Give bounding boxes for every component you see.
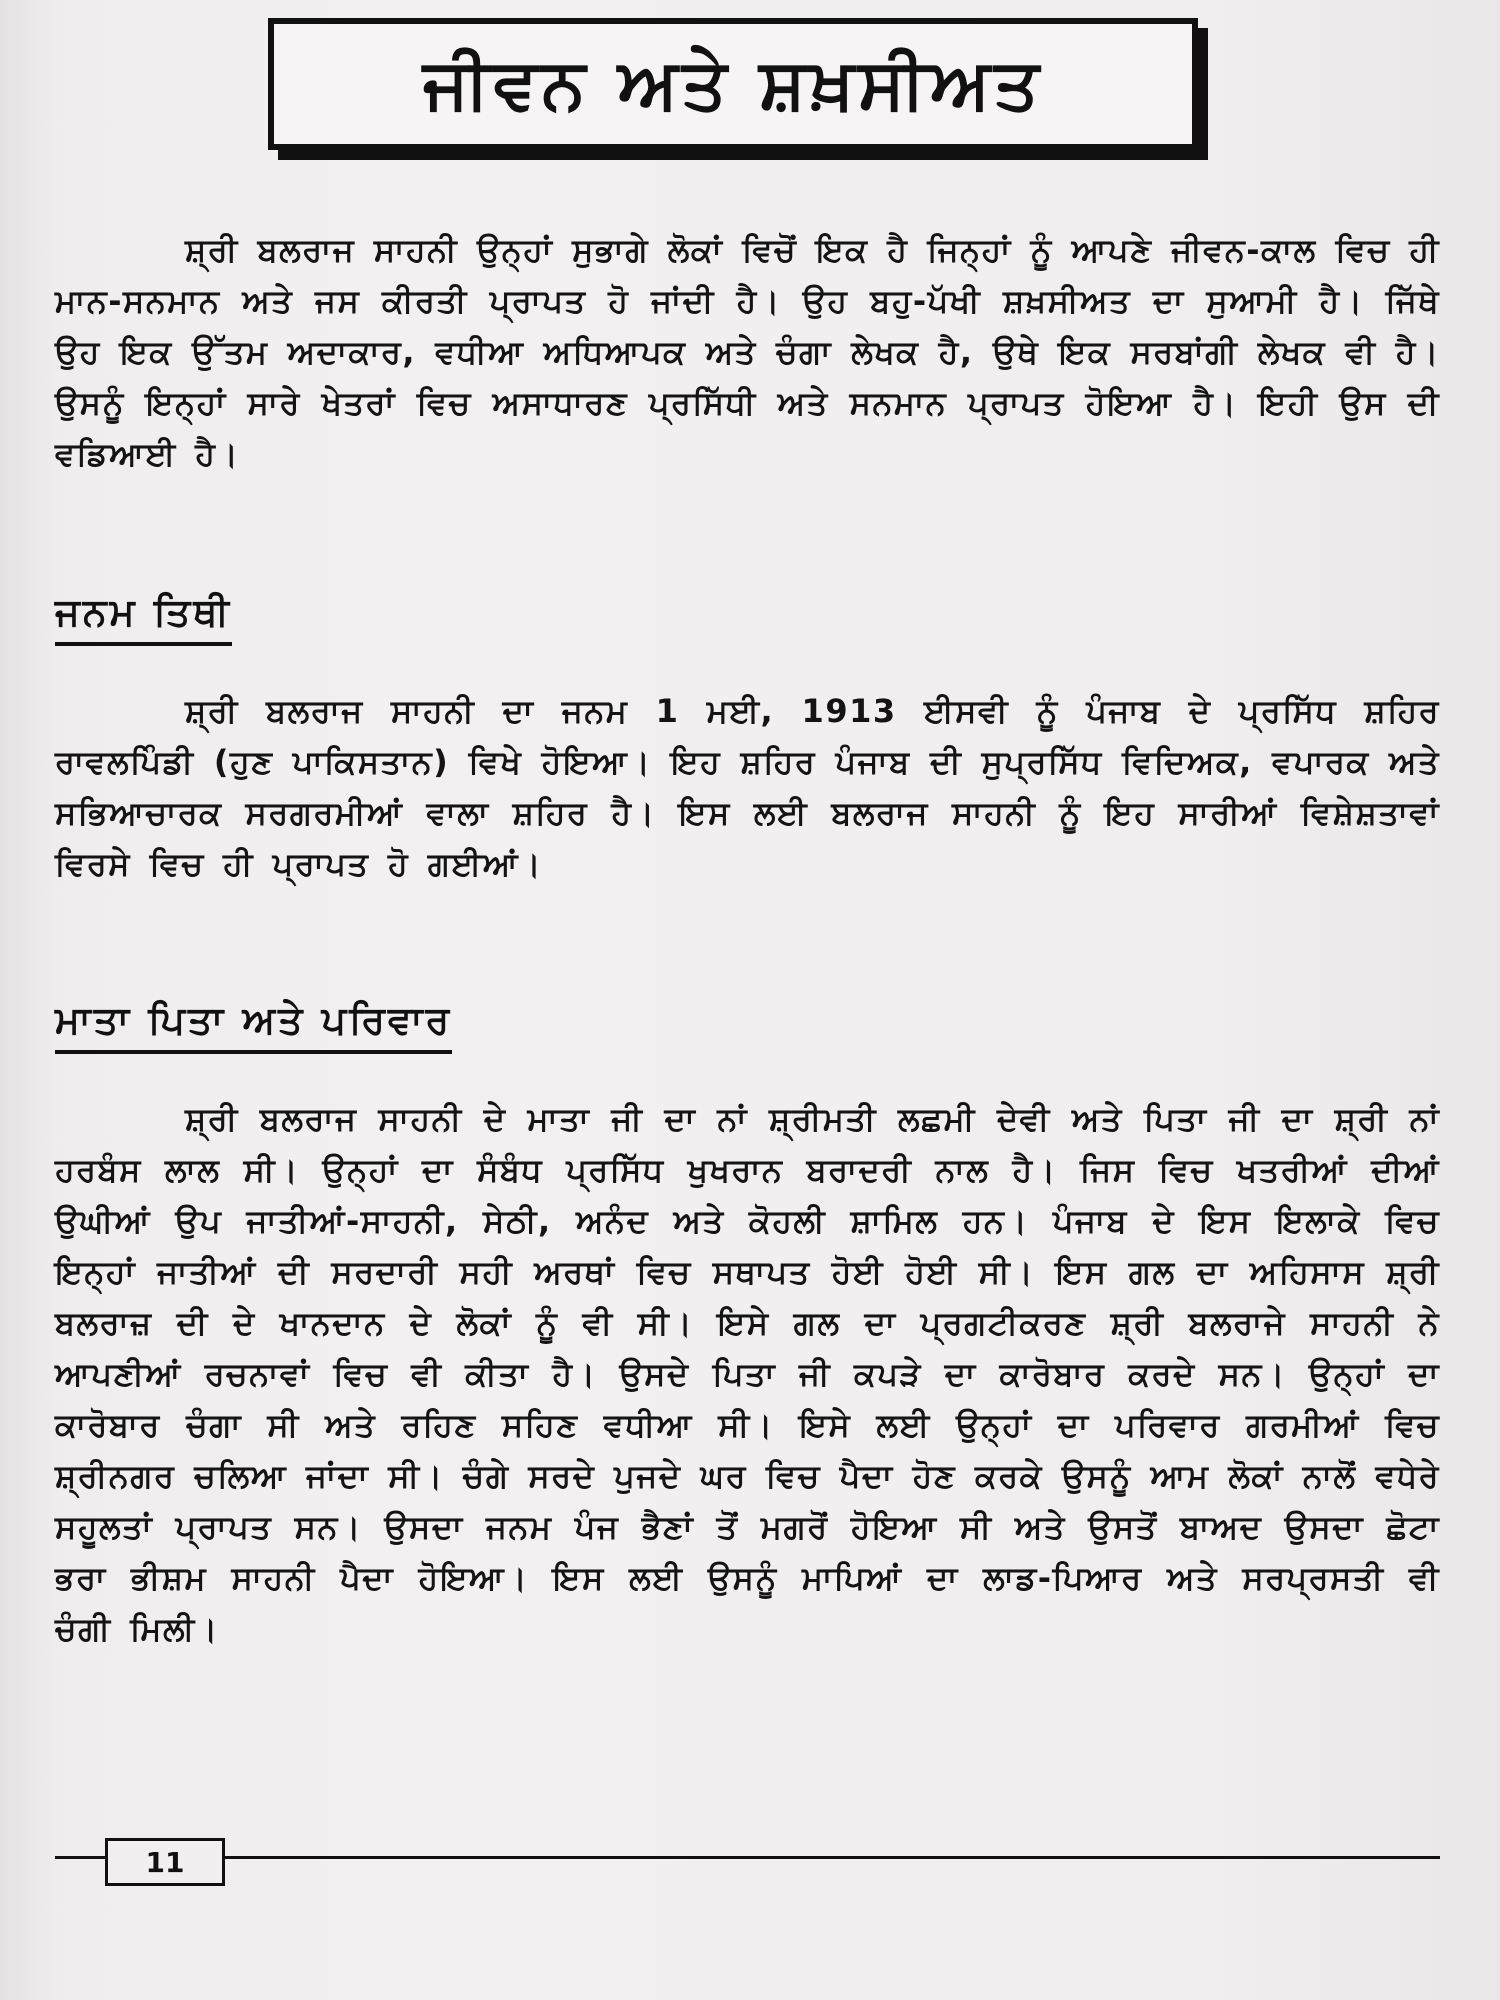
footer-rule [55,1856,1440,1859]
intro-paragraph: ਸ਼੍ਰੀ ਬਲਰਾਜ ਸਾਹਨੀ ਉਨ੍ਹਾਂ ਸੁਭਾਗੇ ਲੋਕਾਂ ਵਿਚੋਂ ਇਕ ਹੈ ਜਿਨ੍ਹਾਂ ਨੂੰ ਆਪਣੇ ਜੀਵਨ-ਕਾਲ ਵਿਚ ਹੀ ਮਾਨ-ਸਨਮਾਨ ਅਤੇ ਜਸ ਕੀਰਤੀ ਪ੍ਰਾਪਤ ਹੋ ਜਾਂਦੀ ਹੈ। ਉਹ ਬਹੁ-ਪੱਖੀ ਸ਼ਖ਼ਸੀਅਤ ਦਾ ਸੁਆਮੀ ਹੈ। ਜਿੱਥੇ ਉਹ ਇਕ ਉੱਤਮ ਅਦਾਕਾਰ, ਵਧੀਆ ਅਧਿਆਪਕ ਅਤੇ ਚੰਗਾ ਲੇਖਕ ਹੈ, ਉਥੇ ਇਕ ਸਰਬਾਂਗੀ ਲੇਖਕ ਵੀ ਹੈ। ਉਸਨੂੰ ਇਨ੍ਹਾਂ ਸਾਰੇ ਖੇਤਰਾਂ ਵਿਚ ਅਸਾਧਾਰਣ ਪ੍ਰਸਿੱਧੀ ਅਤੇ ਸਨਮਾਨ ਪ੍ਰਾਪਤ ਹੋਇਆ ਹੈ। ਇਹੀ ਉਸ ਦੀ ਵਡਿਆਈ ਹੈ। [55,231,1440,473]
title-box [268,18,1198,150]
birth-date-paragraph: ਸ਼੍ਰੀ ਬਲਰਾਜ ਸਾਹਨੀ ਦਾ ਜਨਮ 1 ਮਈ, 1913 ਈਸਵੀ ਨੂੰ ਪੰਜਾਬ ਦੇ ਪ੍ਰਸਿੱਧ ਸ਼ਹਿਰ ਰਾਵਲਪਿੰਡੀ (ਹੁਣ ਪਾਕਿਸਤਾਨ) ਵਿਖੇ ਹੋਇਆ। ਇਹ ਸ਼ਹਿਰ ਪੰਜਾਬ ਦੀ ਸੁਪ੍ਰਸਿੱਧ ਵਿਦਿਅਕ, ਵਪਾਰਕ ਅਤੇ ਸਭਿਆਚਾਰਕ ਸਰਗਰਮੀਆਂ ਵਾਲਾ ਸ਼ਹਿਰ ਹੈ। ਇਸ ਲਈ ਬਲਰਾਜ ਸਾਹਨੀ ਨੂੰ ਇਹ ਸਾਰੀਆਂ ਵਿਸ਼ੇਸ਼ਤਾਵਾਂ ਵਿਰਸੇ ਵਿਚ ਹੀ ਪ੍ਰਾਪਤ ਹੋ ਗਈਆਂ। [55,692,1440,883]
family-paragraph: ਸ਼੍ਰੀ ਬਲਰਾਜ ਸਾਹਨੀ ਦੇ ਮਾਤਾ ਜੀ ਦਾ ਨਾਂ ਸ਼੍ਰੀਮਤੀ ਲਛਮੀ ਦੇਵੀ ਅਤੇ ਪਿਤਾ ਜੀ ਦਾ ਸ਼੍ਰੀ ਨਾਂ ਹਰਬੰਸ ਲਾਲ ਸੀ। ਉਨ੍ਹਾਂ ਦਾ ਸੰਬੰਧ ਪ੍ਰਸਿੱਧ ਖੁਖਰਾਨ ਬਰਾਦਰੀ ਨਾਲ ਹੈ। ਜਿਸ ਵਿਚ ਖਤਰੀਆਂ ਦੀਆਂ ਉਘੀਆਂ ਉਪ ਜਾਤੀਆਂ-ਸਾਹਨੀ, ਸੇਠੀ, ਅਨੰਦ ਅਤੇ ਕੋਹਲੀ ਸ਼ਾਮਿਲ ਹਨ। ਪੰਜਾਬ ਦੇ ਇਸ ਇਲਾਕੇ ਵਿਚ ਇਨ੍ਹਾਂ ਜਾਤੀਆਂ ਦੀ ਸਰਦਾਰੀ ਸਹੀ ਅਰਥਾਂ ਵਿਚ ਸਥਾਪਤ ਹੋਈ ਹੋਈ ਸੀ। ਇਸ ਗਲ ਦਾ ਅਹਿਸਾਸ ਸ਼੍ਰੀ ਬਲਰਾਜ਼ ਦੀ ਦੇ ਖਾਨਦਾਨ ਦੇ ਲੋਕਾਂ ਨੂੰ ਵੀ ਸੀ। ਇਸੇ ਗਲ ਦਾ ਪ੍ਰਗਟੀਕਰਣ ਸ਼੍ਰੀ ਬਲਰਾਜੇ ਸਾਹਨੀ ਨੇ ਆਪਣੀਆਂ ਰਚਨਾਵਾਂ ਵਿਚ ਵੀ ਕੀਤਾ ਹੈ। ਉਸਦੇ ਪਿਤਾ ਜੀ ਕਪੜੇ ਦਾ ਕਾਰੋਬਾਰ ਕਰਦੇ ਸਨ। ਉਨ੍ਹਾਂ ਦਾ ਕਾਰੋਬਾਰ ਚੰਗਾ ਸੀ ਅਤੇ ਰਹਿਣ ਸਹਿਣ ਵਧੀਆ ਸੀ। ਇਸੇ ਲਈ ਉਨ੍ਹਾਂ ਦਾ ਪਰਿਵਾਰ ਗਰਮੀਆਂ ਵਿਚ ਸ਼੍ਰੀਨਗਰ ਚਲਿਆ ਜਾਂਦਾ ਸੀ। ਚੰਗੇ ਸਰਦੇ ਪੁਜਦੇ ਘਰ ਵਿਚ ਪੈਦਾ ਹੋਣ ਕਰਕੇ ਉਸਨੂੰ ਆਮ ਲੋਕਾਂ ਨਾਲੋਂ ਵਧੇਰੇ ਸਹੂਲਤਾਂ ਪ੍ਰਾਪਤ ਸਨ। ਉਸਦਾ ਜਨਮ ਪੰਜ ਭੈਣਾਂ ਤੋਂ ਮਗਰੋਂ ਹੋਇਆ ਸੀ ਅਤੇ ਉਸਤੋਂ ਬਾਅਦ ਉਸਦਾ ਛੋਟਾ ਭਰਾ ਭੀਸ਼ਮ ਸਾਹਨੀ ਪੈਦਾ ਹੋਇਆ। ਇਸ ਲਈ ਉਸਨੂੰ ਮਾਪਿਆਂ ਦਾ ਲਾਡ-ਪਿਆਰ ਅਤੇ ਸਰਪ੍ਰਸਤੀ ਵੀ ਚੰਗੀ ਮਿਲੀ। [55,1100,1440,1648]
page-title: ਜੀਵਨ ਅਤੇ ਸ਼ਖ਼ਸੀਅਤ [423,42,1043,125]
page-number: 11 [105,1838,225,1886]
section-heading-family: ਮਾਤਾ ਪਿਤਾ ਅਤੇ ਪਰਿਵਾਰ [55,996,452,1054]
section-heading-birth-date: ਜਨਮ ਤਿਥੀ [55,588,232,646]
